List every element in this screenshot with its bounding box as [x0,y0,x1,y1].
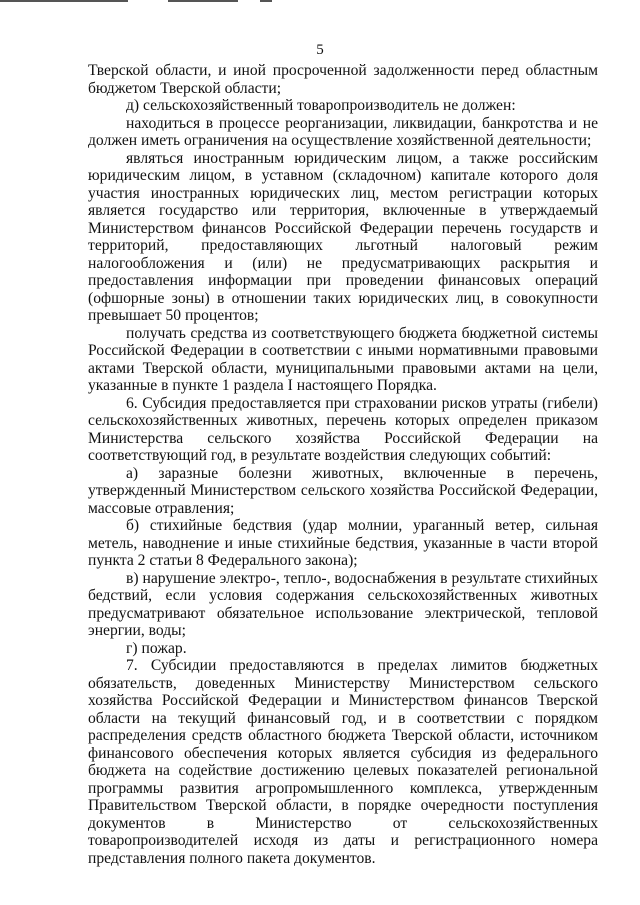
scan-edge-line [168,0,238,2]
scan-edge-line [0,0,128,2]
scan-edge-line [260,0,272,2]
paragraph: г) пожар. [126,639,187,657]
paragraph: а) заразные болезни животных, включенные в перечень, утвержденный Министерством сельского хозяйства Российской Федерации, массовые отравления; [88,464,598,517]
paragraph: д) сельскохозяйственный товаропроизводитель не должен: [126,97,516,114]
paragraph: б) стихийные бедствия (удар молнии, ураганный ветер, сильная метель, наводнение и иные стихийные бедствия, указанные в части второй пункта 2 статьи 8 Федерального закона); [88,517,598,569]
page-number: 5 [316,42,324,58]
paragraph: 7. Субсидии предоставляются в пределах лимитов бюджетных обязательств, доведенных Министерству Министерством сельского хозяйства Российской Федерации и Министерством финансов Тверской области на текущий финансовый год, и в соответствии с порядком распределения средств областного бюджета Тверской области, источником финансового обеспечения которых является субсидия из федерального бюджета на содействие достижению целевых показателей региональной программы развития агропромышленного комплекса, утвержденным Правительством Тверской области, в порядке очередности поступления документов в Министерство от сельскохозяйственных товаропроизводителей исходя из даты и регистрационного номера представления полного пакета документов. [88,657,598,867]
paragraph: 6. Субсидия предоставляется при страховании рисков утраты (гибели) сельскохозяйственных животных, перечень которых определен приказом Министерства сельского хозяйства Российской Федерации на соответствующий год, в результате воздействия следующих событий: [88,394,598,464]
paragraph: Тверской области, и иной просроченной задолженности перед областным бюджетом Тверской области; [88,62,598,97]
paragraph: являться иностранным юридическим лицом, а также российским юридическим лицом, в уставном (складочном) капитале которого доля участия иностранных юридических лиц, местом регистрации которых является государство или территория, включенные в утверждаемый Министерством финансов Российской Федерации перечень государств и территорий, предоставляющих льготный налоговый режим налогообложения и (или) не предусматривающих раскрытия и предоставления информации при проведении финансовых операций (офшорные зоны) в отношении таких юридических лиц, в совокупности превышает 50 процентов; [88,149,598,324]
paragraph: в) нарушение электро-, тепло-, водоснабжения в результате стихийных бедствий, если условия содержания сельскохозяйственных животных предусматривают обязательное использование электрической, тепловой энергии, воды; [88,569,598,639]
paragraph: находиться в процессе реорганизации, ликвидации, банкротства и не должен иметь ограничения на осуществление хозяйственной деятельности; [88,114,598,149]
paragraph: получать средства из соответствующего бюджета бюджетной системы Российской Федерации в соответствии с иными нормативными правовыми актами Тверской области, муниципальными правовыми актами на цели, указанные в пункте 1 раздела I настоящего Порядка. [88,324,598,394]
document-body [88,62,598,867]
